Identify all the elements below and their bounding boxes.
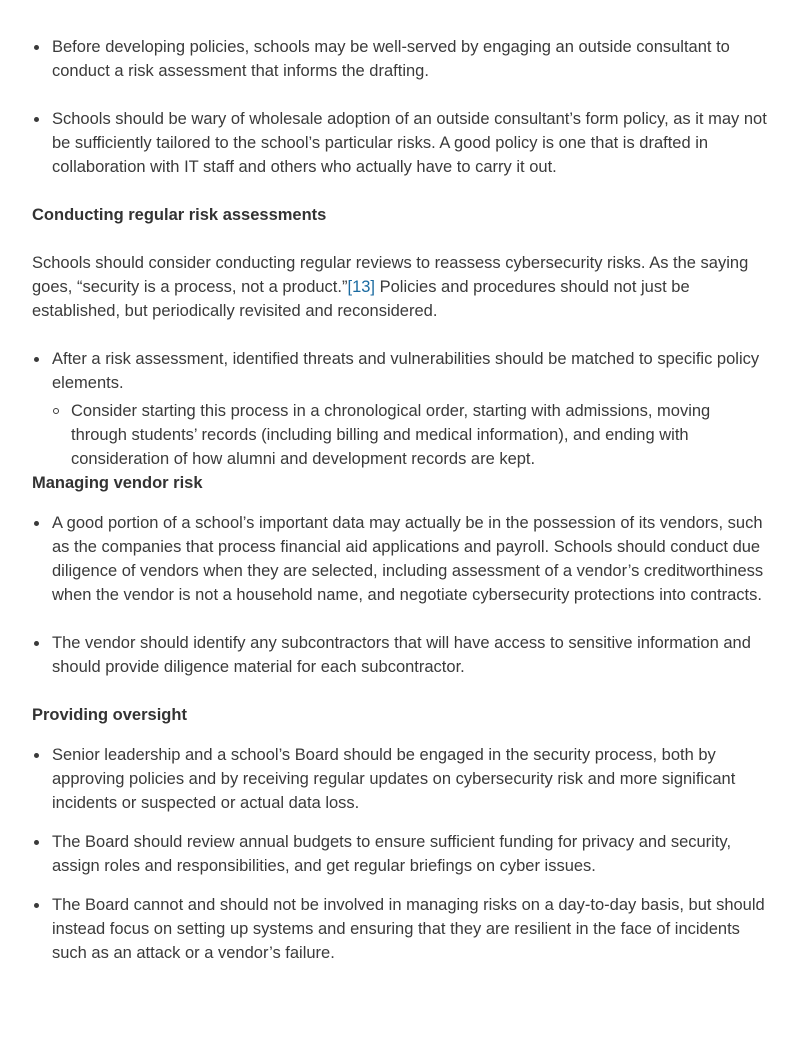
- section-heading-risk-assessments: Conducting regular risk assessments: [32, 206, 327, 224]
- risk-list: [32, 347, 768, 395]
- list-item: Senior leadership and a school’s Board should be engaged in the security process, both by approving policies and by receiving regular updates on cybersecurity risk and more significant incidents or suspected or actual data loss.: [32, 743, 768, 815]
- list-item: Schools should be wary of wholesale adoption of an outside consultant’s form policy, as it may not be sufficiently tailored to the school’s particular risks. A good policy is one that is drafted in collaboration with IT staff and others who actually have to carry it out.: [32, 107, 768, 179]
- list-item: The Board should review annual budgets to ensure sufficient funding for privacy and security, assign roles and responsibilities, and get regular briefings on cyber issues.: [32, 830, 768, 878]
- section-heading-oversight: Providing oversight: [32, 706, 187, 724]
- vendor-list: [32, 511, 768, 679]
- list-item: Before developing policies, schools may be well-served by engaging an outside consultant to conduct a risk assessment that informs the drafting.: [32, 35, 768, 83]
- list-item: The vendor should identify any subcontractors that will have access to sensitive information and should provide diligence material for each subcontractor.: [32, 631, 768, 679]
- footnote-link[interactable]: [13]: [347, 278, 376, 296]
- list-item: The Board cannot and should not be involved in managing risks on a day-to-day basis, but should instead focus on setting up systems and ensuring that they are resilient in the face of incidents such as an attack or a vendor’s failure.: [32, 893, 768, 965]
- risk-paragraph-text-continued: Policies and procedures should not just be established, but periodically revisited and reconsidered.: [32, 278, 690, 320]
- section-heading-vendor-risk: Managing vendor risk: [32, 474, 203, 492]
- sub-list-item: Consider starting this process in a chronological order, starting with admissions, moving through students’ records (including billing and medical information), and ending with consideration of how alumni and development records are kept.: [32, 399, 768, 471]
- risk-sub-list: [32, 399, 768, 471]
- risk-paragraph: [32, 251, 768, 323]
- risk-paragraph-text: Schools should consider conducting regular reviews to reassess cybersecurity risks. As the saying goes, “security is a process, not a product.”: [32, 254, 749, 296]
- list-item: After a risk assessment, identified threats and vulnerabilities should be matched to specific policy elements.: [32, 347, 768, 395]
- intro-list: [32, 0, 768, 179]
- list-item: A good portion of a school’s important data may actually be in the possession of its vendors, such as the companies that process financial aid applications and payroll. Schools should conduct due diligence of vendors when they are selected, including assessment of a vendor’s creditworthiness when the vendor is not a household name, and negotiate cybersecurity protections into contracts.: [32, 511, 768, 607]
- oversight-list: [32, 743, 768, 965]
